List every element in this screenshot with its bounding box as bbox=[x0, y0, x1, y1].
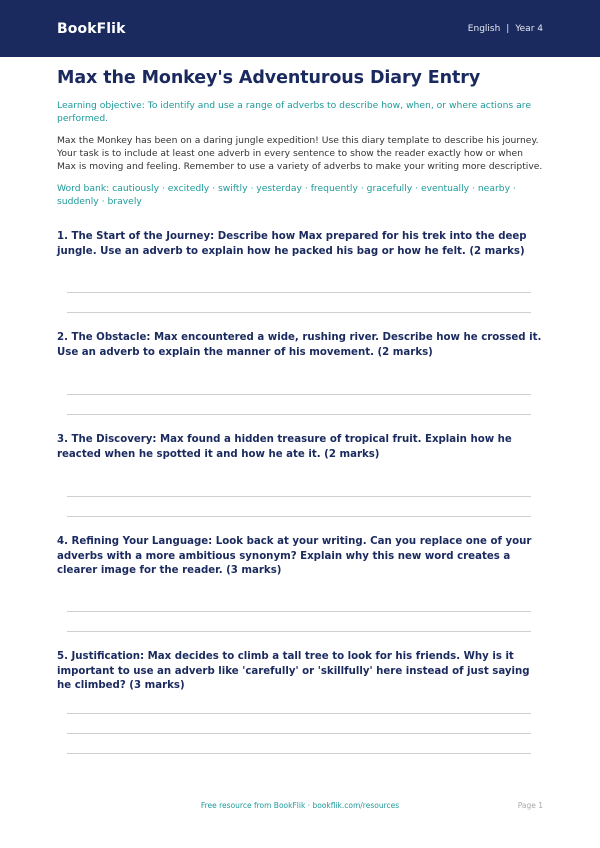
question-3: 3. The Discovery: Max found a hidden treasure of tropical fruit. Explain how he reacted when he spotted it and how he ate it. (2 marks) bbox=[57, 434, 512, 460]
answer-line[interactable] bbox=[67, 496, 531, 497]
intro-paragraph: Max the Monkey has been on a daring jungle expedition! Use this diary template to describe his journey. Your task is to include at least one adverb in every sentence to show the reader exactly how or when Max is moving and feeling. Remember to use a variety of adverbs to make your writing more descriptive. bbox=[57, 135, 543, 172]
brand-logo[interactable]: BookFlik bbox=[57, 20, 126, 37]
learning-objective: Learning objective: To identify and use a range of adverbs to describe how, when, or where actions are performed. bbox=[57, 100, 531, 124]
answer-line[interactable] bbox=[67, 733, 531, 734]
question-2: 2. The Obstacle: Max encountered a wide, rushing river. Describe how he crossed it. Use an adverb to explain the manner of his movement. (2 marks) bbox=[57, 332, 542, 358]
question-5: 5. Justification: Max decides to climb a tall tree to look for his friends. Why is it important to use an adverb like 'carefully' or 'skillfully' here instead of just saying he climbed? (3 marks) bbox=[57, 651, 530, 691]
meta-separator: | bbox=[506, 23, 510, 34]
answer-line[interactable] bbox=[67, 394, 531, 395]
answer-line[interactable] bbox=[67, 753, 531, 754]
question-4: 4. Refining Your Language: Look back at your writing. Can you replace one of your adverbs with a more ambitious synonym? Explain why this new word creates a clearer image for the reader. (3 marks) bbox=[57, 536, 532, 576]
word-bank: Word bank: cautiously · excitedly · swiftly · yesterday · frequently · gracefully · eventually · nearby · suddenly · bravely bbox=[57, 183, 516, 207]
answer-line[interactable] bbox=[67, 516, 531, 517]
footer-resource-link[interactable]: Free resource from BookFlik · bookflik.com/resources bbox=[200, 801, 400, 810]
question-1: 1. The Start of the Journey: Describe how Max prepared for his trek into the deep jungle. Use an adverb to explain how he packed his bag or how he felt. (2 marks) bbox=[57, 231, 527, 257]
answer-line[interactable] bbox=[67, 414, 531, 415]
header-meta bbox=[468, 24, 543, 34]
answer-line[interactable] bbox=[67, 611, 531, 612]
site-header bbox=[0, 0, 600, 57]
answer-line[interactable] bbox=[67, 631, 531, 632]
year-label: Year 4 bbox=[515, 23, 543, 34]
answer-line[interactable] bbox=[67, 713, 531, 714]
subject-label: English bbox=[467, 23, 501, 34]
answer-line[interactable] bbox=[67, 292, 531, 293]
answer-line[interactable] bbox=[67, 312, 531, 313]
worksheet-title: Max the Monkey's Adventurous Diary Entry bbox=[57, 68, 481, 88]
worksheet-intro bbox=[57, 66, 543, 208]
page-number: Page 1 bbox=[517, 801, 543, 810]
